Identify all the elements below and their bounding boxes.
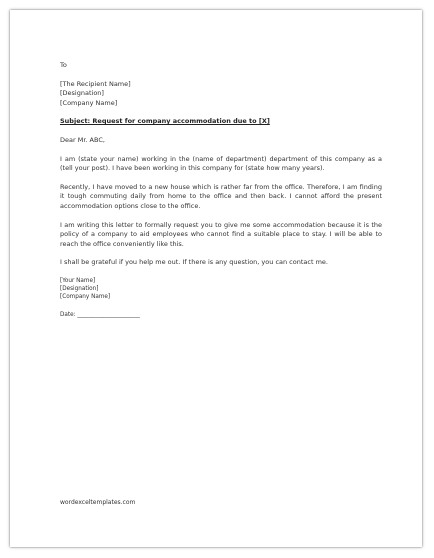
sender-company: [Company Name] <box>60 294 111 301</box>
paragraph-closing: I shall be grateful if you help me out. If there is any question, you can contact me. <box>60 258 328 267</box>
date-line: Date: ______________________ <box>60 311 140 318</box>
sender-block <box>60 277 382 302</box>
letter-body <box>60 61 382 319</box>
recipient-designation: [Designation] <box>60 89 104 98</box>
to-label: To <box>60 61 67 69</box>
paragraph-request: I am writing this letter to formally request you to give me some accommodation because it is the policy of a company to aid employees who cannot find a suitable place to stay. I will be able to reach the office conveniently like this. <box>60 220 382 248</box>
salutation: Dear Mr. ABC, <box>60 135 105 144</box>
paragraph-intro: I am (state your name) working in the (name of department) department of this company as a (tell your post). I have been working in this company for (state how many years). <box>60 154 382 173</box>
recipient-block <box>60 80 382 109</box>
document-page <box>10 10 422 547</box>
subject-line: Subject: Request for company accommodation due to [X] <box>60 117 270 126</box>
recipient-company: [Company Name] <box>60 98 118 107</box>
sender-name: [Your Name] <box>60 277 96 284</box>
paragraph-reason: Recently, I have moved to a new house which is rather far from the office. Therefore, I am finding it tough commuting daily from home to the office and then back. I cannot afford the present accommodation options close to the office. <box>60 182 382 210</box>
sender-designation: [Designation] <box>60 286 99 293</box>
footer-website: wordexceltemplates.com <box>60 499 136 506</box>
recipient-name: [The Recipient Name] <box>60 79 131 88</box>
